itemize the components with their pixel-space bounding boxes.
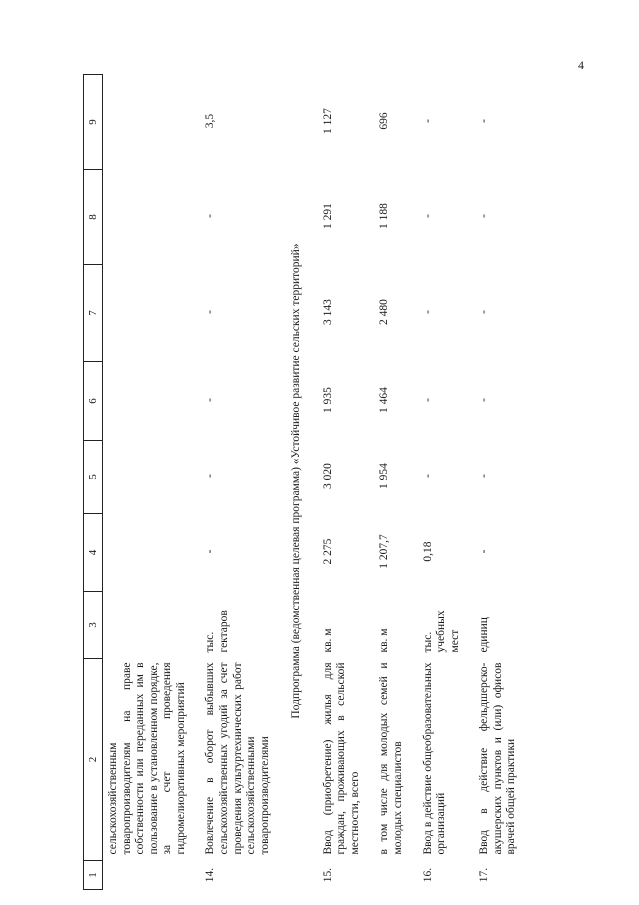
table-row [370, 75, 413, 890]
col-header-1: 1 [84, 861, 103, 890]
value-cell: - [478, 310, 491, 314]
table-row [103, 75, 197, 890]
col-header-8: 8 [84, 170, 103, 265]
col-header-7: 7 [84, 265, 103, 362]
subprogram-heading: Подпрограмма (ведомственная целевая программа) «Устойчивое развитие сельских территорий» [290, 243, 303, 719]
value-cell: 3 143 [321, 299, 334, 325]
unit-cell: тыс. гектаров [204, 610, 230, 653]
indicator-name: Ввод в действие фельдшерско-акушерских пунктов и (или) офисов врачей общей практики [478, 662, 518, 855]
value-cell: - [421, 474, 434, 478]
unit-cell: кв. м [321, 628, 334, 653]
subprogram-heading-row [280, 75, 314, 890]
indicator-name: Вовлечение в оборот выбывших сельскохозяйственных угодий за счет проведения культуртехнических работ сельскохозяйственными товаропроизводителями [204, 662, 271, 855]
value-cell: 2 275 [321, 538, 334, 565]
row-number: 16. [421, 867, 434, 883]
value-cell: - [421, 214, 434, 218]
value-cell: 1 464 [378, 387, 391, 413]
value-cell: - [204, 398, 217, 402]
table-row [470, 75, 527, 890]
value-cell: 1 207,7 [378, 534, 391, 569]
row-number: 17. [478, 867, 491, 883]
unit-cell: тыс. учебных мест [421, 610, 461, 653]
value-cell: - [204, 549, 217, 554]
value-cell: - [478, 474, 491, 478]
col-header-4: 4 [84, 514, 103, 592]
value-cell [103, 75, 197, 170]
table-row [196, 75, 280, 890]
value-cell [103, 362, 197, 441]
value-cell [103, 265, 197, 362]
col-header-9: 9 [84, 75, 103, 170]
row-number: 15. [321, 867, 334, 883]
value-cell: - [421, 398, 434, 402]
row-number [103, 861, 197, 890]
unit-cell: единиц [478, 617, 491, 653]
indicator-name: Ввод (приобретение) жилья для граждан, проживающих в сельской местности, всего [321, 662, 361, 855]
value-cell: - [478, 549, 491, 554]
rotated-table-container [83, 75, 533, 890]
value-cell: 3,5 [204, 113, 217, 129]
col-header-3: 3 [84, 592, 103, 659]
value-cell: 1 935 [321, 387, 334, 413]
row-number [370, 861, 413, 890]
value-cell: 0,18 [421, 541, 434, 562]
value-cell [103, 170, 197, 265]
table-top-rule [83, 75, 84, 890]
unit-cell [103, 592, 197, 659]
value-cell: 3 020 [321, 463, 334, 489]
indicator-name: Ввод в действие общеобразовательных организаций [421, 662, 448, 855]
value-cell [103, 514, 197, 592]
col-header-2: 2 [84, 659, 103, 861]
value-cell: - [478, 119, 491, 123]
row-number: 14. [204, 867, 217, 883]
unit-cell: кв. м [378, 628, 391, 653]
value-cell: - [421, 119, 434, 123]
value-cell: - [204, 474, 217, 478]
indicator-name: сельскохозяйственным товаропроизводителям на праве собственности или переданных им в пользование в установленном порядке, за счет проведения гидромелиоративных мероприятий [107, 662, 187, 855]
col-header-6: 6 [84, 362, 103, 441]
page-number: 4 [578, 58, 584, 72]
value-cell: 1 291 [321, 203, 334, 229]
value-cell: - [204, 310, 217, 314]
value-cell: - [478, 398, 491, 402]
value-cell: - [478, 214, 491, 218]
table-row [414, 75, 471, 890]
value-cell: 1 188 [378, 203, 391, 229]
value-cell: 2 480 [378, 299, 391, 325]
value-cell: - [421, 310, 434, 314]
value-cell: 1 127 [321, 108, 334, 134]
indicator-name: в том числе для молодых семей и молодых специалистов [378, 662, 404, 855]
value-cell [103, 441, 197, 514]
col-header-5: 5 [84, 441, 103, 514]
value-cell: 1 954 [378, 463, 391, 489]
value-cell: 696 [378, 112, 391, 130]
column-number-header-row [84, 75, 103, 890]
table-row [314, 75, 371, 890]
value-cell: - [204, 214, 217, 218]
indicators-table [83, 74, 527, 890]
